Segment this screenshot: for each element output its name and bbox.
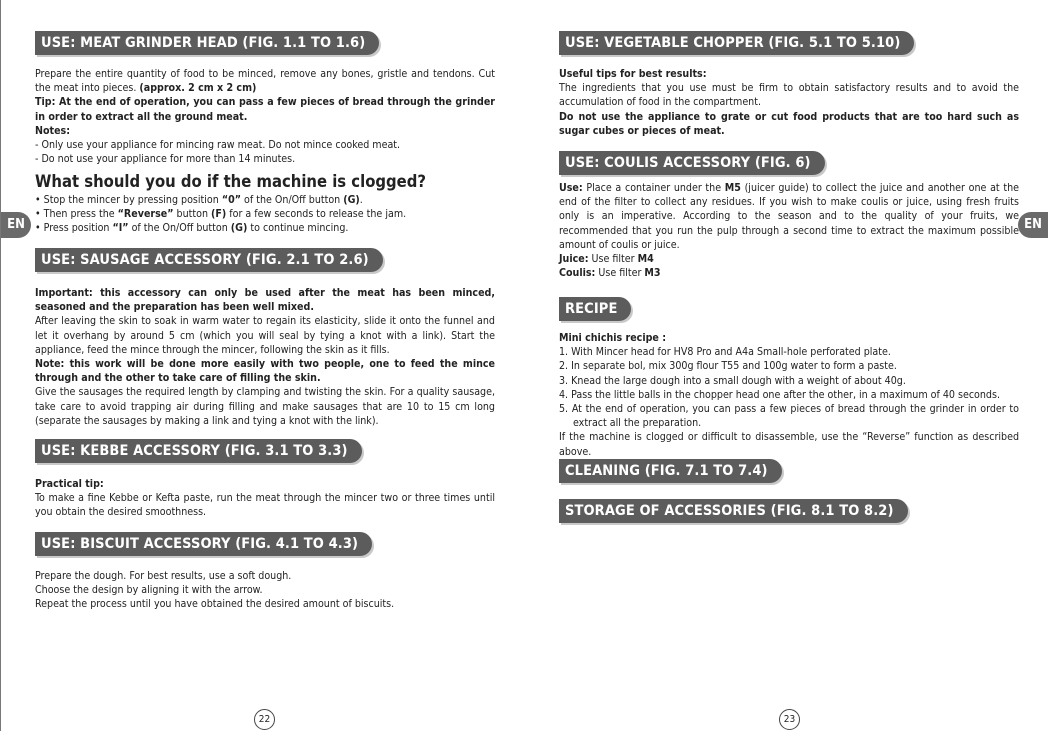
recipe-section [559,331,1019,459]
meat-grinder-section [35,67,495,166]
biscuit-line-2: Choose the design by aligning it with the arrow. [35,584,263,597]
sausage-header: USE: SAUSAGE ACCESSORY (FIG. 2.1 TO 2.6) [35,248,383,272]
recipe-step-2: 2. In separate bol, mix 300g flour T55 and 100g water to form a paste. [559,360,897,373]
juice-filter-line [559,252,1019,266]
meat-size: (approx. 2 cm x 2 cm) [139,82,257,95]
sausage-note: Note: this work will be done more easily with two people, one to feed the mince through and the other to take care of filling the skin. [35,358,495,385]
sausage-paragraph-2: Give the sausages the required length by clamping and twisting the skin. For a quality sausage, take care to avoid trapping air during filling and make sausages that are 10 to 15 cm long (separate the sausages by making a link and tying a knot with the link). [35,386,495,427]
recipe-step-4: 4. Pass the little balls in the chopper head one after the other, in a maximum of 40 seconds. [559,388,1000,401]
biscuit-header: USE: BISCUIT ACCESSORY (FIG. 4.1 TO 4.3) [35,532,372,556]
clog-step-3-text: • Press position [35,222,113,235]
juice-filter: M4 [637,253,654,266]
recipe-header: RECIPE [559,297,631,321]
language-tab-en: EN [1018,212,1048,238]
clog-step-2 [35,207,495,221]
coulis-use-text2: (juicer guide) to collect the juice and another one at the end of the filter to collect any residues. If you wish to make coulis or juice, using fresh fruits only is an imperative. According to the season and to the quality of your fruits, we recommended that you run the pulp through a second time to extract the maximum possible amount of coulis or juice. [559,182,1019,251]
clog-step-3-btn: (G) [230,222,248,235]
meat-intro [35,67,495,95]
meat-note-2: - Do not use your appliance for more than 14 minutes. [35,153,296,166]
recipe-step-5: 5. At the end of operation, you can pass a few pieces of bread through the grinder in order to extract all the preparation. [559,403,1019,430]
right-page [524,0,1048,731]
coulis-use [559,181,1019,252]
biscuit-section [35,569,495,612]
clog-step-3 [35,221,495,235]
veg-warning: Do not use the appliance to grate or cut food products that are too hard such as sugar cubes or pieces of meat. [559,110,1019,137]
veg-tips-label: Useful tips for best results: [559,68,707,80]
meat-tip: Tip: At the end of operation, you can pass a few pieces of bread through the grinder in order to extract all the ground meat. [35,96,495,123]
coulis-text: Use filter [595,267,645,280]
clog-step-1-end: . [359,194,363,206]
meat-note-1: - Only use your appliance for mincing raw meat. Do not mince cooked meat. [35,139,401,152]
coulis-use-label: Use: [559,182,583,194]
sausage-section [35,286,495,428]
language-tab-en: EN [1,212,31,238]
clog-step-1-text: • Stop the mincer by pressing position [35,194,222,206]
clog-step-1-text2: of the On/Off button [241,194,344,206]
kebbe-tip: To make a fine Kebbe or Kefta paste, run the meat through the mincer two or three times until you obtain the desired smoothness. [35,492,495,519]
clog-step-2-end: for a few seconds to release the jam. [226,208,407,221]
clog-step-3-end: to continue mincing. [247,222,349,235]
recipe-step-1: 1. With Mincer head for HV8 Pro and A4a Small-hole perforated plate. [559,346,891,359]
coulis-filter-line [559,266,1019,280]
clog-step-3-pos: “I” [112,222,129,235]
kebbe-header: USE: KEBBE ACCESSORY (FIG. 3.1 TO 3.3) [35,439,362,463]
sausage-paragraph-1: After leaving the skin to soak in warm water to regain its elasticity, slide it onto the funnel and let it overhang by around 5 cm (which you will seal by tying a knot with a link). Start the appliance, feed the mince through the mincer, following the skin as it fills. [35,315,495,356]
coulis-filter: M3 [644,267,661,280]
clog-step-3-text2: of the On/Off button [128,222,231,235]
clog-step-2-text2: button [173,208,212,221]
sausage-important: Important: this accessory can only be used after the meat has been minced, seasoned and the preparation has been well mixed. [35,287,495,314]
juice-text: Use filter [588,253,638,266]
juice-label: Juice: [559,253,589,266]
veg-paragraph: The ingredients that you use must be firm to obtain satisfactory results and to avoid the accumulation of food in the compartment. [559,82,1019,109]
clog-step-1 [35,193,495,207]
coulis-section [559,181,1019,280]
clog-step-2-text: • Then press the [35,208,118,221]
clog-step-1-btn: (G) [343,194,360,206]
clog-step-1-pos: “0” [221,194,242,206]
recipe-title: Mini chichis recipe : [559,332,667,344]
biscuit-line-3: Repeat the process until you have obtained the desired amount of biscuits. [35,598,395,611]
coulis-use-text: Place a container under the [582,182,725,194]
recipe-step-3: 3. Knead the large dough into a small dough with a weight of about 40g. [559,374,906,387]
vegetable-chopper-section [559,67,1019,138]
clog-step-2-reverse: “Reverse” [117,208,174,221]
biscuit-line-1: Prepare the dough. For best results, use a soft dough. [35,570,292,582]
clogged-title: What should you do if the machine is clogged? [35,172,426,191]
recipe-note: If the machine is clogged or difficult to disassemble, use the “Reverse” function as described above. [559,431,1019,458]
meat-intro-text: Prepare the entire quantity of food to be minced, remove any bones, gristle and tendons. Cut the meat into pieces. [35,68,495,95]
kebbe-section [35,477,495,520]
coulis-label: Coulis: [559,267,596,280]
kebbe-tip-label: Practical tip: [35,478,104,490]
page-number-left: 22 [254,709,275,730]
clogged-steps [35,193,495,236]
coulis-header: USE: COULIS ACCESSORY (FIG. 6) [559,151,825,175]
cleaning-header: CLEANING (FIG. 7.1 TO 7.4) [559,459,782,483]
vegetable-chopper-header: USE: VEGETABLE CHOPPER (FIG. 5.1 TO 5.10) [559,31,914,55]
meat-grinder-header: USE: MEAT GRINDER HEAD (FIG. 1.1 TO 1.6) [35,31,379,55]
coulis-m5: M5 [724,182,741,194]
meat-notes-label: Notes: [35,124,71,137]
page-number-right: 23 [779,709,800,730]
clog-step-2-btn: (F) [211,208,227,221]
storage-header: STORAGE OF ACCESSORIES (FIG. 8.1 TO 8.2) [559,499,908,523]
